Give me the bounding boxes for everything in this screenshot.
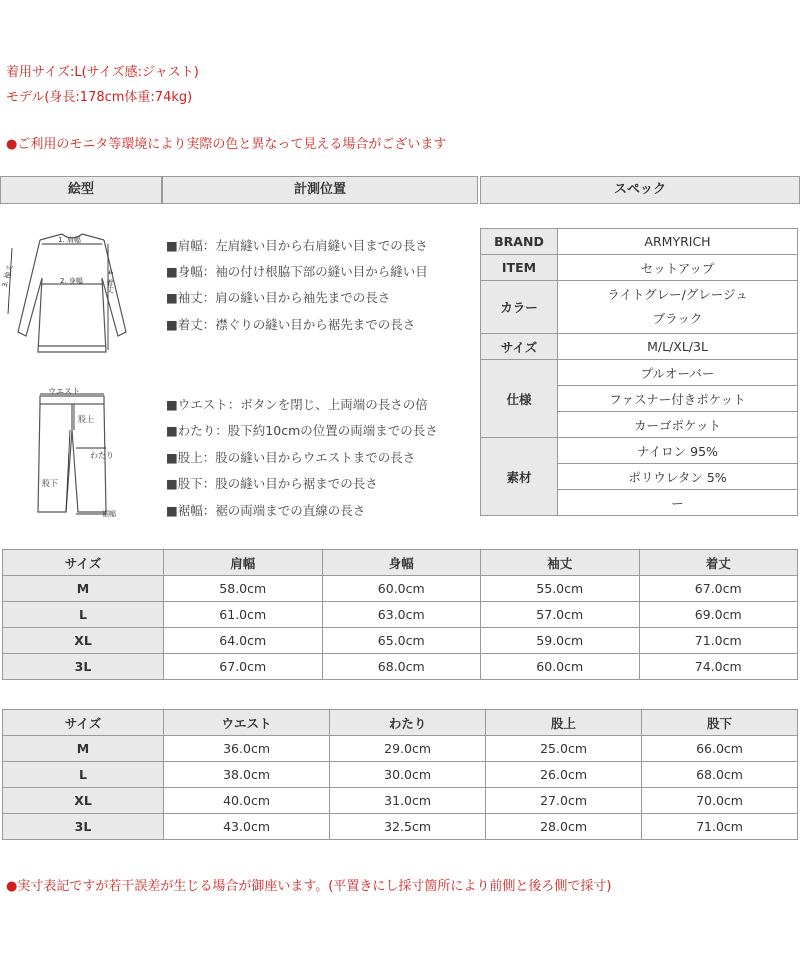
- spec-row-brand: [481, 229, 798, 255]
- bottom-header-thigh: わたり: [330, 710, 486, 736]
- value-cell: 29.0cm: [330, 736, 486, 762]
- spec-item-label: ITEM: [481, 255, 558, 281]
- header-pattern: 絵型: [0, 176, 162, 204]
- table-row: [3, 628, 798, 654]
- value-cell: 30.0cm: [330, 762, 486, 788]
- value-cell: 60.0cm: [322, 576, 481, 602]
- table-row: [3, 602, 798, 628]
- diagram-hem-label: 裾幅: [102, 510, 116, 518]
- spec-feature-1: プルオーバー: [558, 360, 798, 386]
- top-header-shoulder: 肩幅: [164, 550, 323, 576]
- spec-material-2: ポリウレタン 5%: [558, 464, 798, 490]
- spec-material-1: ナイロン 95%: [558, 438, 798, 464]
- value-cell: 65.0cm: [322, 628, 481, 654]
- measure-chest: ■身幅：袖の付け根脇下部の縫い目から縫い目: [166, 264, 428, 279]
- top-size-header-row: [3, 550, 798, 576]
- table-row: [3, 736, 798, 762]
- top-header-length: 着丈: [639, 550, 798, 576]
- top-size-table: [2, 549, 798, 680]
- section-header-bar: [0, 176, 800, 204]
- value-cell: 58.0cm: [164, 576, 323, 602]
- value-cell: 68.0cm: [642, 762, 798, 788]
- spec-material-3: ー: [558, 490, 798, 516]
- bottom-header-waist: ウエスト: [164, 710, 330, 736]
- value-cell: 61.0cm: [164, 602, 323, 628]
- bottom-header-inseam: 股下: [642, 710, 798, 736]
- spec-color-2: ブラック: [652, 311, 703, 326]
- bottom-header-size: サイズ: [3, 710, 164, 736]
- model-info-text: モデル(身長:178cm体重:74kg): [6, 90, 193, 105]
- value-cell: 38.0cm: [164, 762, 330, 788]
- bottom-garment-diagram: [0, 386, 160, 520]
- value-cell: 64.0cm: [164, 628, 323, 654]
- measure-sleeve: ■袖丈：肩の縫い目から袖先までの長さ: [166, 290, 391, 305]
- top-header-size: サイズ: [3, 550, 164, 576]
- value-cell: 32.5cm: [330, 814, 486, 840]
- value-cell: 67.0cm: [164, 654, 323, 680]
- spec-size-label: サイズ: [481, 334, 558, 360]
- table-row: [3, 788, 798, 814]
- size-cell: 3L: [3, 814, 164, 840]
- value-cell: 36.0cm: [164, 736, 330, 762]
- size-cell: 3L: [3, 654, 164, 680]
- spec-brand-value: ARMYRICH: [558, 229, 798, 255]
- spec-feature-2: ファスナー付きポケット: [558, 386, 798, 412]
- value-cell: 74.0cm: [639, 654, 798, 680]
- value-cell: 66.0cm: [642, 736, 798, 762]
- measure-rise: ■股上：股の縫い目からウエストまでの長さ: [166, 450, 416, 465]
- diagram-length-label: 4. 着丈: [106, 270, 114, 293]
- spec-material-label: 素材: [481, 438, 558, 516]
- bottom-size-header-row: [3, 710, 798, 736]
- spec-item-value: セットアップ: [558, 255, 798, 281]
- measure-waist: ■ウエスト：ボタンを閉じ、上両端の長さの倍: [166, 397, 428, 412]
- value-cell: 67.0cm: [639, 576, 798, 602]
- spec-table: [480, 228, 798, 516]
- table-row: [3, 814, 798, 840]
- diagram-chest-label: 2. 身幅: [60, 277, 83, 285]
- value-cell: 69.0cm: [639, 602, 798, 628]
- spec-color-label: カラー: [481, 281, 558, 334]
- diagram-sleeve-label: 3. 袖丈: [0, 264, 15, 289]
- size-cell: XL: [3, 788, 164, 814]
- spec-color-1: ライトグレー/グレージュ: [607, 287, 748, 302]
- measure-thigh: ■わたり：股下約10cmの位置の両端までの長さ: [166, 423, 438, 438]
- diagram-shoulder-label: 1. 肩幅: [58, 236, 81, 244]
- value-cell: 26.0cm: [486, 762, 642, 788]
- diagram-waist-label: ウエスト: [48, 387, 80, 396]
- value-cell: 60.0cm: [481, 654, 640, 680]
- value-cell: 28.0cm: [486, 814, 642, 840]
- table-row: [3, 576, 798, 602]
- bottom-size-table: [2, 709, 798, 840]
- spec-color-value: [558, 281, 798, 334]
- value-cell: 59.0cm: [481, 628, 640, 654]
- value-cell: 57.0cm: [481, 602, 640, 628]
- bottom-header-rise: 股上: [486, 710, 642, 736]
- header-measure: 計測位置: [162, 176, 478, 204]
- spec-feature-3: カーゴポケット: [558, 412, 798, 438]
- color-notice: ●ご利用のモニタ等環境により実際の色と異なって見える場合がございます: [6, 137, 447, 152]
- value-cell: 55.0cm: [481, 576, 640, 602]
- diagram-thigh-label: わたり: [90, 451, 114, 460]
- table-row: [3, 654, 798, 680]
- size-cell: L: [3, 762, 164, 788]
- size-cell: M: [3, 736, 164, 762]
- value-cell: 71.0cm: [642, 814, 798, 840]
- header-spec: スペック: [480, 176, 800, 204]
- value-cell: 68.0cm: [322, 654, 481, 680]
- spec-row-size: [481, 334, 798, 360]
- spec-row-material-1: [481, 438, 798, 464]
- value-cell: 43.0cm: [164, 814, 330, 840]
- top-header-chest: 身幅: [322, 550, 481, 576]
- value-cell: 31.0cm: [330, 788, 486, 814]
- spec-row-feature-1: [481, 360, 798, 386]
- value-cell: 63.0cm: [322, 602, 481, 628]
- wear-size-text: 着用サイズ:L(サイズ感:ジャスト): [6, 65, 199, 80]
- top-header-sleeve: 袖丈: [481, 550, 640, 576]
- spec-size-value: M/L/XL/3L: [558, 334, 798, 360]
- measure-inseam: ■股下：股の縫い目から裾までの長さ: [166, 476, 378, 491]
- measurement-disclaimer: ●実寸表記ですが若干誤差が生じる場合が御座います。(平置きにし採寸箇所により前側と後ろ側で採寸): [6, 879, 612, 894]
- spec-row-item: [481, 255, 798, 281]
- spec-feature-label: 仕様: [481, 360, 558, 438]
- value-cell: 40.0cm: [164, 788, 330, 814]
- size-cell: XL: [3, 628, 164, 654]
- table-row: [3, 762, 798, 788]
- measure-length: ■着丈：襟ぐりの縫い目から裾先までの長さ: [166, 317, 416, 332]
- value-cell: 71.0cm: [639, 628, 798, 654]
- measure-hem: ■裾幅：裾の両端までの直線の長さ: [166, 503, 366, 518]
- diagram-inseam-label: 股下: [42, 479, 58, 488]
- size-cell: L: [3, 602, 164, 628]
- size-cell: M: [3, 576, 164, 602]
- top-garment-diagram: [0, 222, 160, 362]
- value-cell: 70.0cm: [642, 788, 798, 814]
- value-cell: 25.0cm: [486, 736, 642, 762]
- spec-row-color: [481, 281, 798, 334]
- value-cell: 27.0cm: [486, 788, 642, 814]
- diagram-rise-label: 股上: [78, 415, 94, 424]
- spec-brand-label: BRAND: [481, 229, 558, 255]
- measure-shoulder: ■肩幅：左肩縫い目から右肩縫い目までの長さ: [166, 238, 428, 253]
